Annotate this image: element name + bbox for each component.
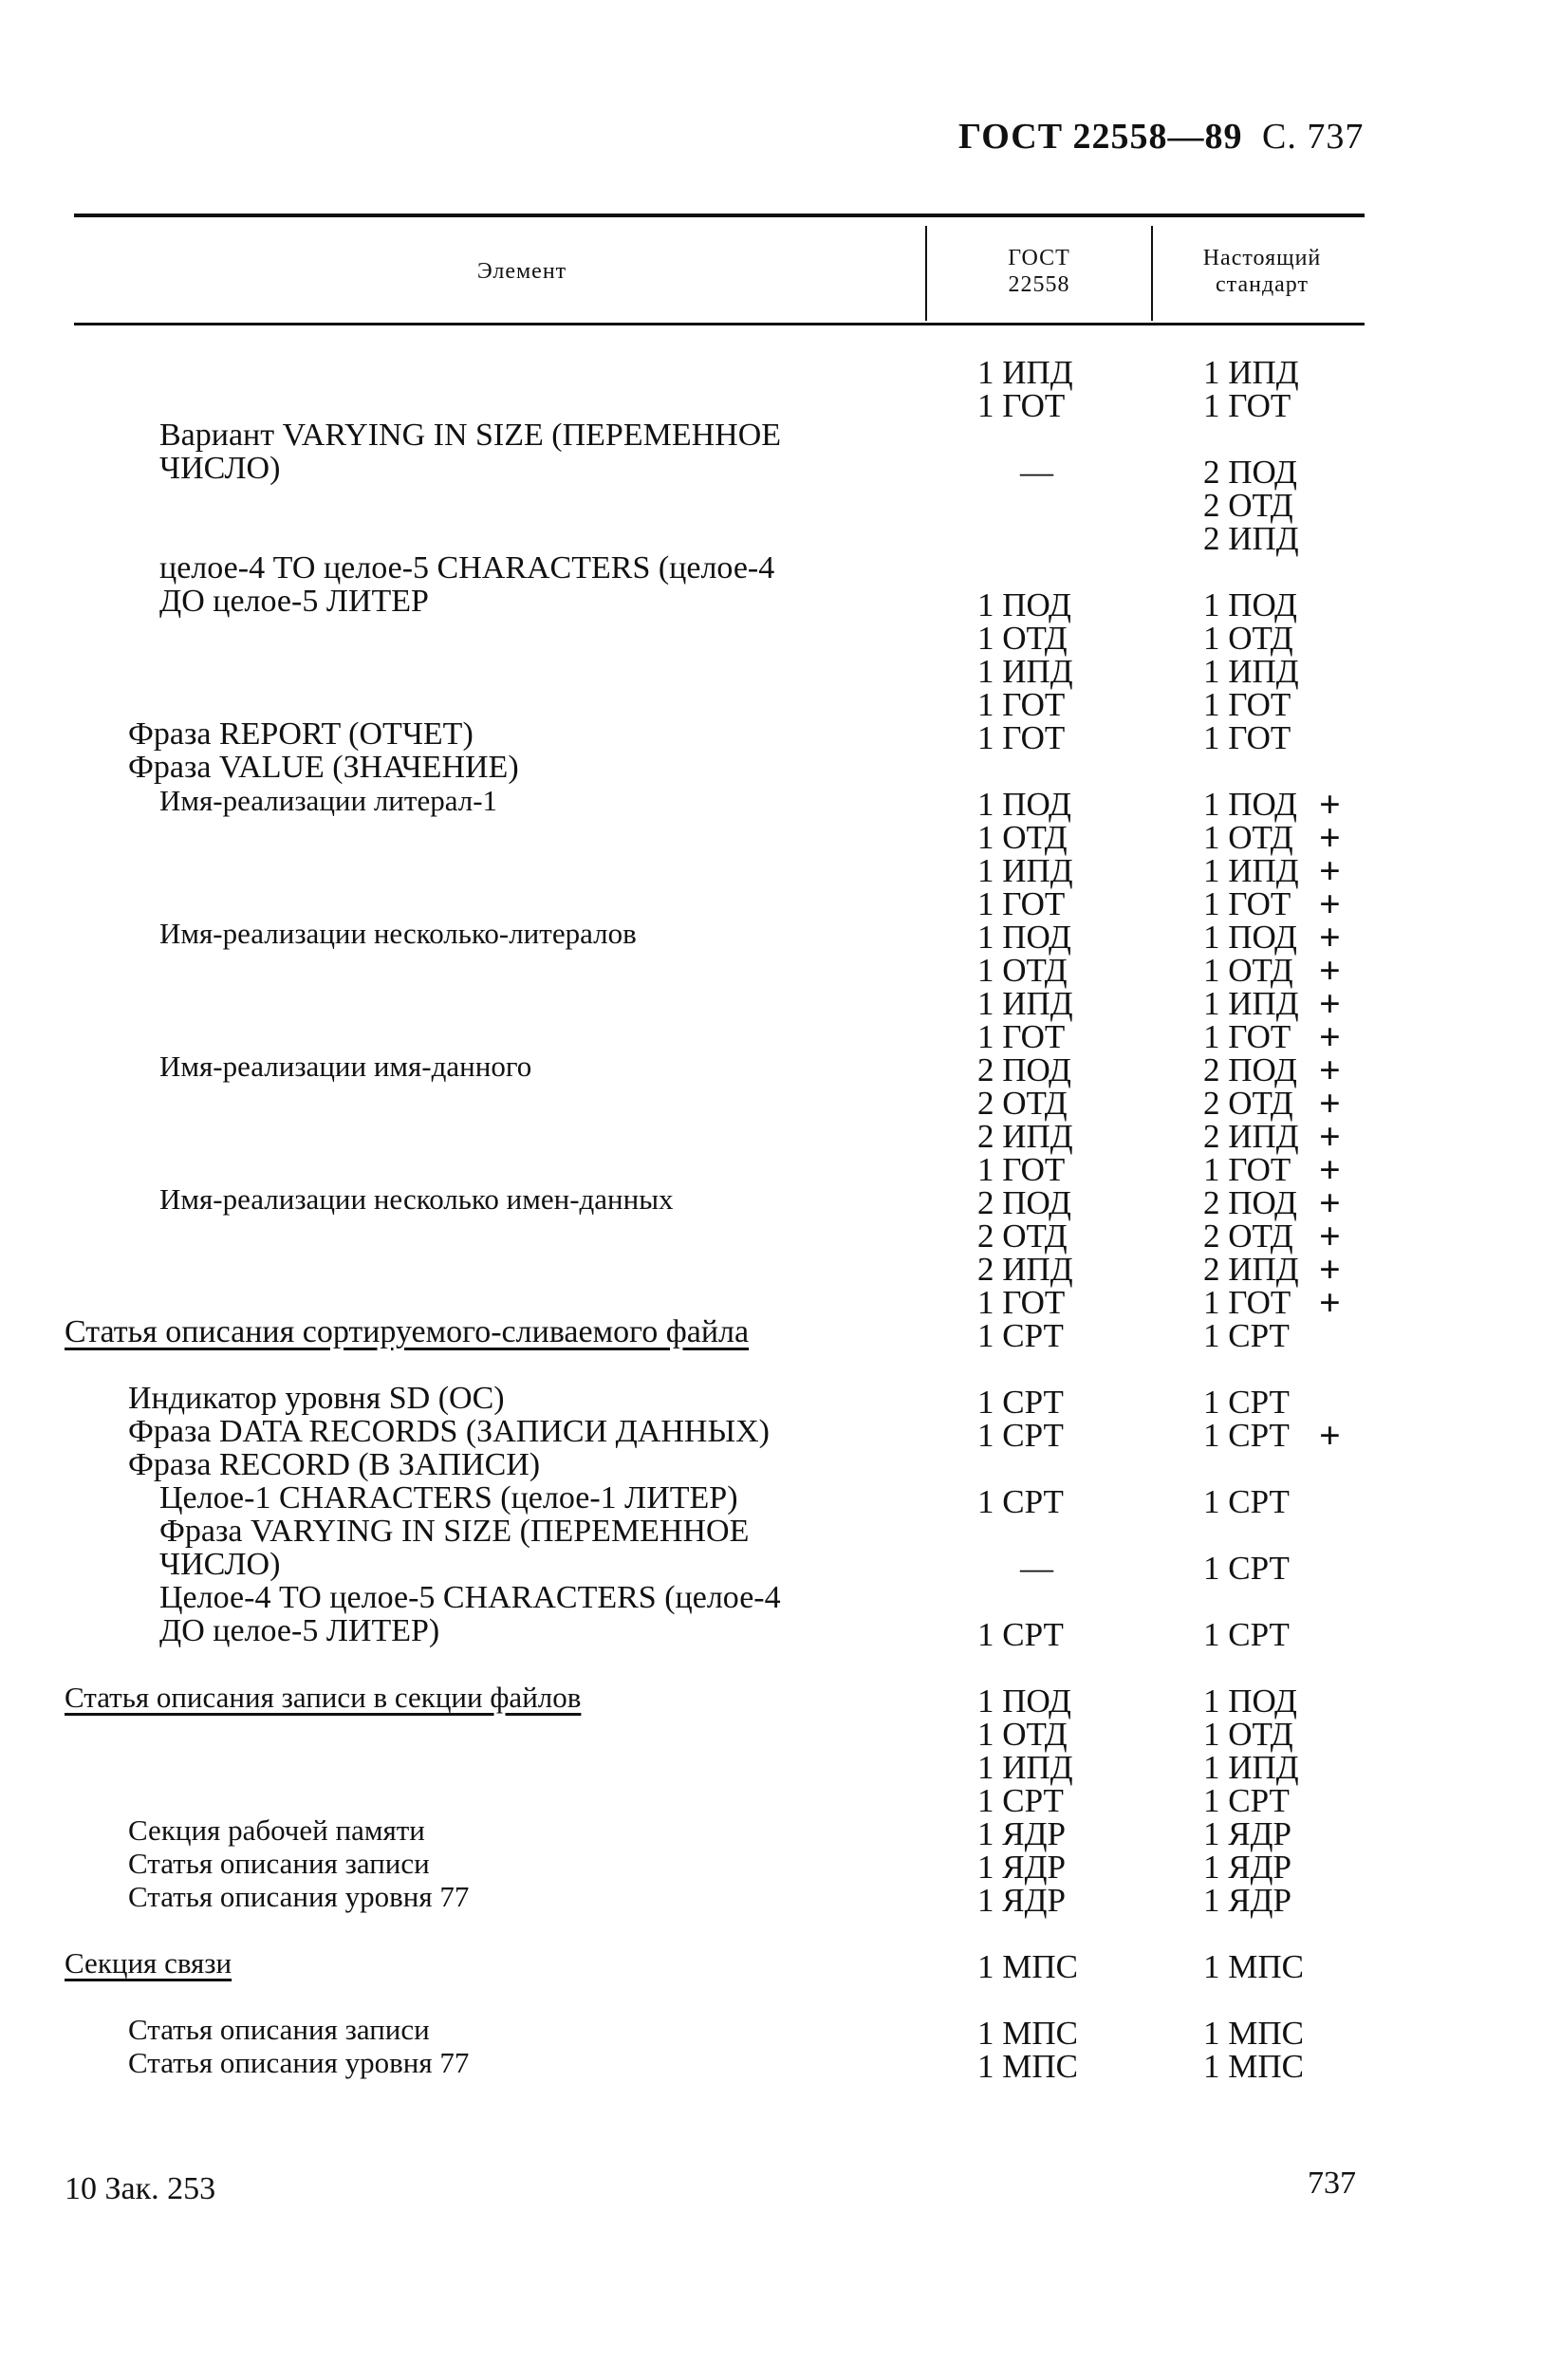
row-current-value: 1 МПС	[1203, 2015, 1304, 2052]
table-row	[0, 1015, 1542, 1058]
page-reference: С. 737	[1262, 117, 1365, 157]
row-current-value: 1 ПОД	[1203, 786, 1297, 823]
row-element-label: Статья описания сортируемого-сливаемого файла	[65, 1314, 750, 1349]
table-row	[0, 2013, 1542, 2052]
table-top-rule	[74, 214, 1365, 217]
table-row	[0, 750, 1542, 788]
row-current-value: 1 ПОД	[1203, 586, 1297, 623]
row-current-value: 2 ОТД	[1203, 487, 1293, 524]
row-current-value: 1 ОТД	[1203, 819, 1293, 856]
table-row	[0, 622, 1542, 655]
row-gost-value: 1 СРТ	[977, 1417, 1064, 1454]
row-current-value: 1 ГОТ	[1203, 686, 1291, 723]
row-gost-value: 1 ОТД	[977, 620, 1068, 657]
row-gost-value: 1 ИПД	[977, 1749, 1073, 1786]
plus-mark: +	[1319, 849, 1341, 892]
row-gost-value: 1 СРТ	[977, 1483, 1064, 1520]
plus-mark: +	[1319, 1148, 1341, 1191]
table-row	[0, 1049, 1542, 1091]
table-row	[0, 816, 1542, 859]
table-row	[0, 584, 1542, 623]
table-row	[0, 1681, 1542, 1720]
row-gost-value: 1 ЯДР	[977, 1882, 1066, 1919]
row-element-label: Имя-реализации литерал-1	[159, 784, 498, 817]
table-row	[0, 949, 1542, 992]
table-row	[0, 2046, 1542, 2085]
row-current-value: 1 ЯДР	[1203, 1815, 1291, 1852]
plus-mark: +	[1319, 949, 1341, 992]
row-gost-value: 1 СРТ	[977, 1384, 1064, 1421]
row-current-value: 1 ГОТ	[1203, 719, 1291, 756]
row-gost-value: 2 ПОД	[977, 1184, 1071, 1221]
row-current-value: 1 ГОТ	[1203, 387, 1291, 424]
table-row	[0, 1651, 1542, 1684]
table-row	[0, 1751, 1542, 1784]
row-gost-value: 1 ИПД	[977, 653, 1073, 690]
row-current-value: 1 ОТД	[1203, 952, 1293, 989]
row-current-value: 1 СРТ	[1203, 1317, 1290, 1354]
row-element-label: Фраза REPORT (ОТЧЕТ)	[128, 716, 474, 752]
table-head-rule	[74, 323, 1365, 325]
table-row	[0, 1847, 1542, 1886]
row-current-value: 2 ОТД	[1203, 1085, 1293, 1122]
plus-mark: +	[1319, 1181, 1341, 1224]
row-gost-value: 1 СРТ	[977, 1317, 1064, 1354]
plus-mark: +	[1319, 1248, 1341, 1291]
row-element-label: Целое-1 CHARACTERS (целое-1 ЛИТЕР)	[159, 1480, 738, 1515]
row-gost-value: 2 ОТД	[977, 1218, 1068, 1255]
row-current-value: 1 ИПД	[1203, 852, 1299, 889]
row-current-value: 1 ГОТ	[1203, 1151, 1291, 1188]
table-row	[0, 1215, 1542, 1257]
table-row	[0, 916, 1542, 958]
row-current-value: 1 ГОТ	[1203, 1284, 1291, 1321]
table-row	[0, 655, 1542, 688]
plus-mark: +	[1319, 1082, 1341, 1125]
row-current-value: 1 ОТД	[1203, 620, 1293, 657]
footer-order: 10 Зак. 253	[65, 2171, 216, 2206]
table-row	[0, 1946, 1542, 1985]
row-element-label: Фраза VARYING IN SIZE (ПЕРЕМЕННОЕ	[159, 1514, 750, 1549]
row-element-label: целое-4 ТО целое-5 CHARACTERS (целое-4	[159, 550, 775, 586]
row-gost-value: 1 ОТД	[977, 1716, 1068, 1753]
row-gost-value: 1 ПОД	[977, 786, 1071, 823]
row-element-label: ЧИСЛО)	[159, 1547, 281, 1582]
row-element-label: Статья описания записи	[128, 2013, 430, 2046]
row-current-value: 2 ПОД	[1203, 454, 1297, 491]
row-current-value: 1 ГОТ	[1203, 885, 1291, 922]
plus-mark: +	[1319, 1049, 1341, 1091]
row-gost-value: 1 ИПД	[977, 354, 1073, 391]
row-current-value: 1 МПС	[1203, 2048, 1304, 2085]
row-current-value: 1 ИПД	[1203, 354, 1299, 391]
table-row	[0, 1314, 1542, 1354]
plus-mark: +	[1319, 783, 1341, 826]
row-current-value: 2 ИПД	[1203, 520, 1299, 557]
row-gost-value: 1 ГОТ	[977, 1018, 1066, 1055]
row-current-value: 2 ИПД	[1203, 1118, 1299, 1155]
row-element-label: Имя-реализации несколько имен-данных	[159, 1182, 674, 1216]
row-current-value: 2 ИПД	[1203, 1251, 1299, 1288]
row-current-value: 1 СРТ	[1203, 1550, 1290, 1587]
row-gost-value: 1 МПС	[977, 2015, 1078, 2052]
row-gost-value: 1 ГОТ	[977, 686, 1066, 723]
row-current-value: 1 ЯДР	[1203, 1849, 1291, 1886]
row-element-label: Статья описания записи	[128, 1847, 430, 1880]
row-gost-value: —	[1020, 454, 1053, 491]
row-gost-value: 1 СРТ	[977, 1616, 1064, 1653]
row-current-value: 2 ПОД	[1203, 1184, 1297, 1221]
column-header-current: Настоящий стандарт	[1202, 246, 1322, 297]
row-element-label: Статья описания уровня 77	[128, 2046, 470, 2079]
row-element-label: Статья описания записи в секции файлов	[65, 1681, 582, 1714]
column-divider	[1151, 226, 1153, 321]
table-row	[0, 849, 1542, 892]
table-row	[0, 883, 1542, 925]
row-element-label: Целое-4 ТО целое-5 CHARACTERS (целое-4	[159, 1580, 781, 1615]
row-gost-value: 1 ГОТ	[977, 387, 1066, 424]
row-current-value: 1 ПОД	[1203, 1683, 1297, 1720]
table-row	[0, 356, 1542, 389]
plus-mark: +	[1319, 1215, 1341, 1257]
plus-mark: +	[1319, 1115, 1341, 1158]
table-row	[0, 1613, 1542, 1653]
plus-mark: +	[1319, 1281, 1341, 1324]
table-row	[0, 1248, 1542, 1291]
row-element-label: Индикатор уровня SD (OC)	[128, 1381, 505, 1416]
row-gost-value: —	[1020, 1550, 1053, 1587]
table-row	[0, 1880, 1542, 1919]
row-gost-value: 1 ПОД	[977, 1683, 1071, 1720]
table-row	[0, 1784, 1542, 1817]
table-row	[0, 1813, 1542, 1852]
row-element-label: Имя-реализации несколько-литералов	[159, 917, 637, 950]
row-gost-value: 1 ИПД	[977, 985, 1073, 1022]
table-row	[0, 783, 1542, 826]
standard-number: ГОСТ 22558—89	[958, 117, 1243, 157]
column-divider	[925, 226, 927, 321]
row-gost-value: 2 ИПД	[977, 1118, 1073, 1155]
table-row	[0, 489, 1542, 522]
row-current-value: 1 ИПД	[1203, 653, 1299, 690]
row-current-value: 1 ИПД	[1203, 985, 1299, 1022]
row-gost-value: 1 ЯДР	[977, 1849, 1066, 1886]
row-current-value: 1 СРТ	[1203, 1483, 1290, 1520]
row-gost-value: 1 ИПД	[977, 852, 1073, 889]
row-element-label: ЧИСЛО)	[159, 451, 281, 486]
table-row	[0, 1115, 1542, 1158]
row-gost-value: 1 ГОТ	[977, 1284, 1066, 1321]
page-header	[958, 116, 1395, 158]
row-element-label: Секция связи	[65, 1946, 232, 1980]
row-gost-value: 1 ЯДР	[977, 1815, 1066, 1852]
table-row	[0, 1181, 1542, 1224]
row-element-label: Фраза RECORD (В ЗАПИСИ)	[128, 1447, 541, 1482]
row-current-value: 1 СРТ	[1203, 1616, 1290, 1653]
row-element-label: Статья описания уровня 77	[128, 1880, 470, 1913]
row-gost-value: 1 СРТ	[977, 1782, 1064, 1819]
row-gost-value: 1 МПС	[977, 2048, 1078, 2085]
row-gost-value: 1 ПОД	[977, 919, 1071, 956]
plus-mark: +	[1319, 816, 1341, 859]
row-gost-value: 1 ГОТ	[977, 719, 1066, 756]
table-row	[0, 1148, 1542, 1191]
row-element-label: Вариант VARYING IN SIZE (ПЕРЕМЕННОЕ	[159, 418, 782, 453]
row-element-label: Фраза VALUE (ЗНАЧЕНИЕ)	[128, 750, 519, 785]
plus-mark: +	[1319, 1414, 1341, 1457]
column-header-element: Элемент	[476, 259, 567, 284]
row-gost-value: 2 ОТД	[977, 1085, 1068, 1122]
row-element-label: ДО целое-5 ЛИТЕР	[159, 584, 429, 619]
plus-mark: +	[1319, 982, 1341, 1025]
row-element-label: ДО целое-5 ЛИТЕР)	[159, 1613, 440, 1648]
row-current-value: 2 ПОД	[1203, 1051, 1297, 1088]
row-gost-value: 1 МПС	[977, 1948, 1078, 1985]
footer-page-number: 737	[1308, 2166, 1356, 2201]
row-current-value: 1 ИПД	[1203, 1749, 1299, 1786]
row-gost-value: 1 ГОТ	[977, 1151, 1066, 1188]
row-gost-value: 1 ОТД	[977, 952, 1068, 989]
row-gost-value: 1 ГОТ	[977, 885, 1066, 922]
row-gost-value: 2 ПОД	[977, 1051, 1071, 1088]
table-row	[0, 1718, 1542, 1751]
row-element-label: Имя-реализации имя-данного	[159, 1050, 532, 1083]
element-table	[0, 356, 1542, 2083]
plus-mark: +	[1319, 883, 1341, 925]
row-gost-value: 1 ПОД	[977, 586, 1071, 623]
table-row	[0, 451, 1542, 491]
row-current-value: 1 СРТ	[1203, 1384, 1290, 1421]
table-row	[0, 1917, 1542, 1950]
row-element-label: Фраза DATA RECORDS (ЗАПИСИ ДАННЫХ)	[128, 1414, 770, 1449]
row-element-label: Секция рабочей памяти	[128, 1813, 425, 1847]
table-row	[0, 982, 1542, 1025]
row-current-value: 2 ОТД	[1203, 1218, 1293, 1255]
plus-mark: +	[1319, 916, 1341, 958]
table-row	[0, 1082, 1542, 1125]
row-current-value: 1 СРТ	[1203, 1782, 1290, 1819]
row-gost-value: 2 ИПД	[977, 1251, 1073, 1288]
row-current-value: 1 ОТД	[1203, 1716, 1293, 1753]
column-header-gost: ГОСТ 22558	[1008, 246, 1070, 297]
table-row	[0, 1983, 1542, 2017]
row-gost-value: 1 ОТД	[977, 819, 1068, 856]
row-current-value: 1 ГОТ	[1203, 1018, 1291, 1055]
row-current-value: 1 МПС	[1203, 1948, 1304, 1985]
row-current-value: 1 СРТ	[1203, 1417, 1290, 1454]
row-current-value: 1 ЯДР	[1203, 1882, 1291, 1919]
row-current-value: 1 ПОД	[1203, 919, 1297, 956]
plus-mark: +	[1319, 1015, 1341, 1058]
